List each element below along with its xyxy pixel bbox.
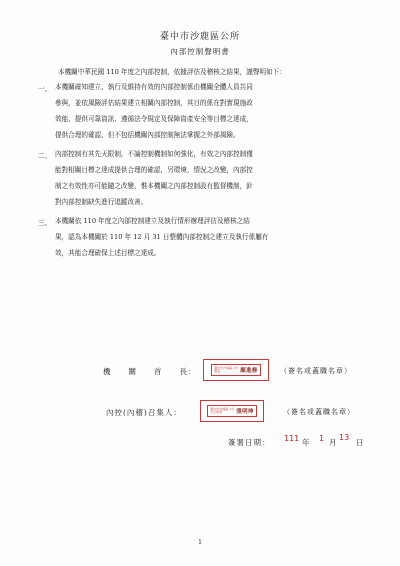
agency-head-seal-org: 臺中市沙鹿區公所 <box>214 365 239 370</box>
convener-note: （簽名或蓋職名章） <box>283 408 355 416</box>
item-2-line-1: 內部控制有其先天限制，不論控制機制如何強化，有效之內部控制僅 <box>55 150 253 158</box>
item-1-number: 一、 <box>38 85 52 93</box>
agency-head-seal-title: 區長 <box>214 369 221 373</box>
item-1-line-2: 參與，並依風險評估結果建立相關內部控制，其目的係在對實現施政 <box>55 99 253 107</box>
item-2-line-4: 對內部控制缺失進行追蹤改善。 <box>55 198 148 206</box>
agency-head-label: 機 關 首 長： <box>103 367 197 376</box>
item-2-number: 二、 <box>38 152 52 160</box>
agency-head-note: （簽名或蓋職名章） <box>280 367 352 375</box>
signing-date-month-unit: 月 <box>329 438 338 447</box>
internal-control-convener-label: 內控(內稽)召集人： <box>106 408 182 417</box>
intro-paragraph: 本機關中華民國 110 年度之內部控制，依據評估及稽核之結果，謹聲明如下： <box>58 68 286 76</box>
signing-date-label: 簽署日期： <box>228 438 271 447</box>
page-number: 1 <box>198 539 202 546</box>
agency-head-seal <box>203 359 269 381</box>
convener-seal-title: 主任秘書 <box>210 410 223 414</box>
item-2-line-3: 制之有效性亦可能隨之改變，惟本機關之內部控制設有監督機制，針 <box>55 182 253 190</box>
item-3-line-2: 果，認為本機關於 110 年 12 月 31 日整體內部控制之建立及執行係屬有 <box>55 233 269 241</box>
convener-seal-org: 臺中市沙鹿區公所 <box>210 406 235 411</box>
document-subtitle: 內部控制聲明書 <box>170 47 230 56</box>
convener-seal <box>200 400 264 422</box>
signing-date-day: 13 <box>339 433 350 442</box>
convener-seal-name: 張明坤 <box>236 409 254 415</box>
signing-date-year-unit: 年 <box>302 438 311 447</box>
agency-head-seal-name: 顏進修 <box>240 368 258 374</box>
item-1-line-3: 效能、提供可靠資訊、遵循法令規定及保障資產安全等目標之達成， <box>55 115 253 123</box>
document-title: 臺中市沙鹿區公所 <box>159 32 240 42</box>
item-1-line-4: 提供合理的確認，但不包括機關內部控制無法掌握之外部風險。 <box>55 131 240 139</box>
item-1-line-1: 本機關確知建立、執行及維持有效的內部控制係由機關全體人員共同 <box>55 83 253 91</box>
item-3-line-1: 本機關依 110 年度之內部控制建立及執行情形辦理評估及稽核之結 <box>55 217 250 225</box>
item-2-line-2: 能對相關目標之達成提供合理的確認，另環境、情況之改變，內部控 <box>55 166 253 174</box>
signing-date-day-unit: 日 <box>356 438 365 447</box>
signing-date-month: 1 <box>319 434 325 443</box>
item-3-line-3: 效，其能合理確保上述目標之達成。 <box>55 249 161 257</box>
item-3-number: 三、 <box>38 219 52 227</box>
signing-date-year: 111 <box>284 434 300 443</box>
